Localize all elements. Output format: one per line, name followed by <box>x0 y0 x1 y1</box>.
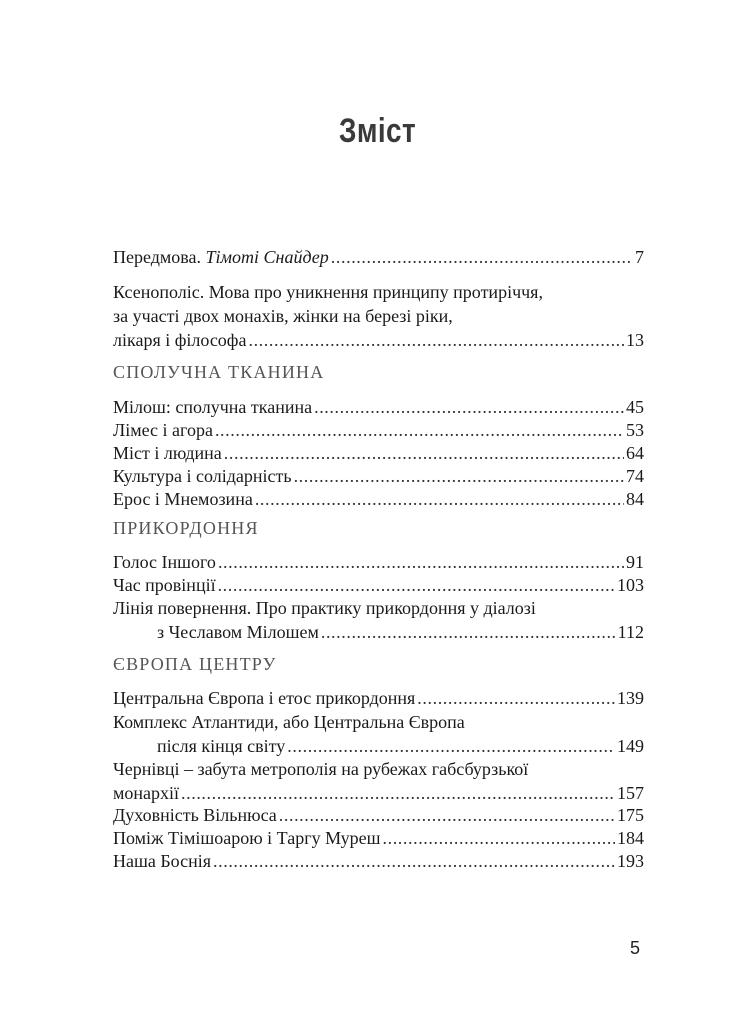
dot-leader <box>321 620 616 644</box>
dot-leader <box>181 781 615 805</box>
entry-page: 139 <box>617 688 644 708</box>
dot-leader <box>417 686 615 710</box>
toc-entry[interactable] <box>113 464 644 488</box>
toc-entry[interactable] <box>113 550 644 574</box>
toc-entry[interactable] <box>113 803 644 827</box>
entry-page: 184 <box>617 828 644 848</box>
dot-leader <box>213 849 615 873</box>
entry-title-continued: монархії <box>113 783 180 803</box>
entry-page: 64 <box>626 443 644 463</box>
toc-entry-foreword[interactable] <box>113 245 644 269</box>
entry-page: 45 <box>626 397 644 417</box>
toc-entry-xenopolis[interactable] <box>113 280 644 352</box>
entry-page: 175 <box>617 805 644 825</box>
toc-entry[interactable] <box>113 441 644 465</box>
toc-entry[interactable] <box>113 487 644 511</box>
entry-page: 91 <box>626 552 644 572</box>
toc-entry[interactable] <box>113 826 644 850</box>
entry-page: 112 <box>617 622 644 642</box>
entry-title: Голос Іншого <box>113 552 216 572</box>
page-title: Зміст <box>338 112 417 150</box>
entry-page: 157 <box>617 783 644 803</box>
entry-title: Центральна Європа і етос прикордоння <box>113 688 416 708</box>
entry-title: Лімес і агора <box>113 420 213 440</box>
entry-page: 149 <box>617 736 644 756</box>
section-title: ПРИКОРДОННЯ <box>113 518 259 538</box>
toc-entry[interactable] <box>113 596 644 644</box>
entry-title: Передмова. <box>113 247 206 267</box>
dot-leader <box>215 418 624 442</box>
toc-entry[interactable] <box>113 418 644 442</box>
toc-entry[interactable] <box>113 395 644 419</box>
dot-leader <box>218 573 615 597</box>
entry-page: 53 <box>626 420 644 440</box>
entry-title-continued: після кінця світу <box>157 736 286 756</box>
entry-title: Ерос і Мнемозина <box>113 489 253 509</box>
toc-entry[interactable] <box>113 573 644 597</box>
toc-entry[interactable] <box>113 710 644 758</box>
toc-entry[interactable] <box>113 686 644 710</box>
entry-title: Наша Боснія <box>113 851 212 871</box>
entry-title: Міст і людина <box>113 443 222 463</box>
section-title: ЄВРОПА ЦЕНТРУ <box>113 654 277 674</box>
dot-leader <box>383 826 616 850</box>
dot-leader <box>255 487 624 511</box>
entry-title-continued: з Чеславом Мілошем <box>157 622 319 642</box>
entry-title: Духовність Вільнюса <box>113 805 277 825</box>
entry-title: Культура і солідарність <box>113 466 292 486</box>
entry-title: Комплекс Атлантиди, або Центральна Європа <box>113 712 465 732</box>
entry-page: 84 <box>626 489 644 509</box>
entry-title: Мілош: сполучна тканина <box>113 397 313 417</box>
entry-page: 7 <box>635 247 644 267</box>
toc-entry[interactable] <box>113 757 644 805</box>
entry-author: Тімоті Снайдер <box>205 247 329 267</box>
entry-title-line: лікаря і філософа <box>113 330 247 350</box>
toc-entry[interactable] <box>113 849 644 873</box>
entry-title: Поміж Тімішоарою і Таргу Муреш <box>113 828 381 848</box>
dot-leader <box>248 328 624 352</box>
dot-leader <box>218 550 624 574</box>
dot-leader <box>279 803 615 827</box>
entry-page: 193 <box>617 851 644 871</box>
entry-page: 13 <box>626 330 644 350</box>
dot-leader <box>314 395 624 419</box>
entry-title-line: за участі двох монахів, жінки на березі ріки, <box>113 306 453 326</box>
entry-page: 103 <box>617 575 644 595</box>
entry-title: Час провінції <box>113 575 216 595</box>
dot-leader <box>287 734 615 758</box>
dot-leader <box>294 464 624 488</box>
entry-title: Лінія повернення. Про практику прикордоння у діалозі <box>113 598 536 618</box>
section-title: СПОЛУЧНА ТКАНИНА <box>113 362 325 382</box>
dot-leader <box>224 441 624 465</box>
entry-title: Чернівці – забута метрополія на рубежах габсбурзької <box>113 759 529 779</box>
entry-title-line: Ксенополіс. Мова про уникнення принципу протиріччя, <box>113 282 543 302</box>
entry-page: 74 <box>626 466 644 486</box>
dot-leader <box>331 245 633 269</box>
page-number: 5 <box>630 938 641 958</box>
